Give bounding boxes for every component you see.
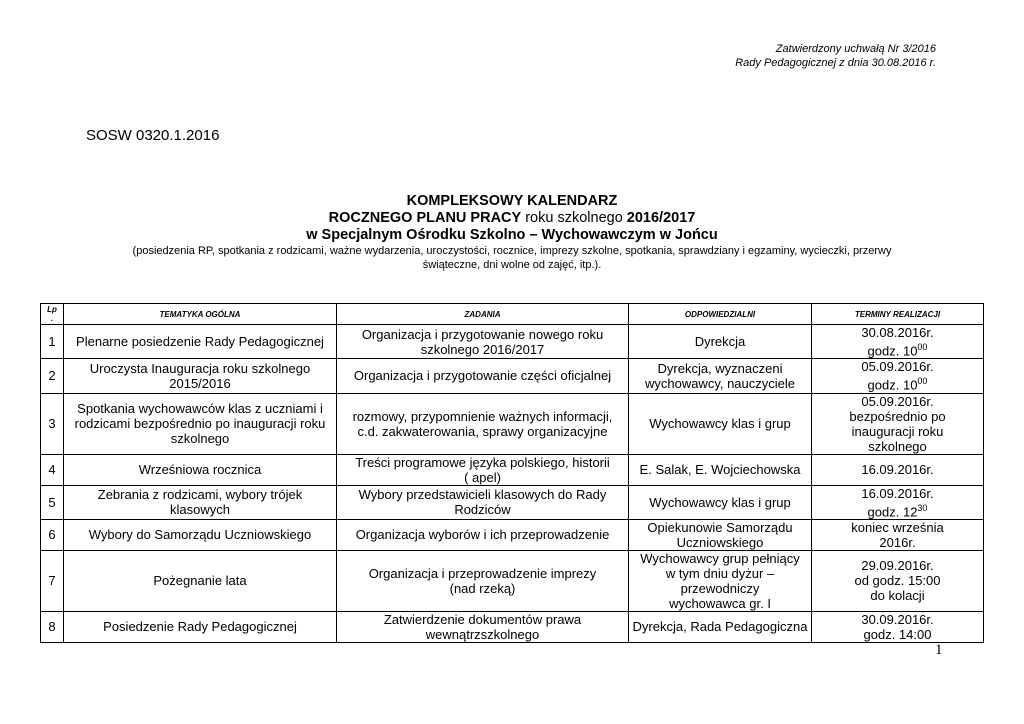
table-row [41,393,984,454]
cell-tasks: Zatwierdzenie dokumentów prawa wewnątrzszkolnego [337,611,629,642]
cell-topic: Wybory do Samorządu Uczniowskiego [64,519,337,550]
cell-lp: 6 [41,519,64,550]
title-line-2 [88,210,936,227]
table-row [41,359,984,393]
page-number: 1 [935,642,943,658]
subtitle [88,244,936,272]
approval-note [735,42,936,70]
table-row [41,519,984,550]
cell-tasks: Organizacja i przygotowanie części oficjalnej [337,359,629,393]
title-plan: ROCZNEGO PLANU PRACY [328,210,522,226]
cell-dates: 29.09.2016r. od godz. 15:00 do kolacji [812,550,984,611]
cell-responsible: Dyrekcja, Rada Pedagogiczna [629,611,812,642]
cell-responsible: E. Salak, E. Wojciechowska [629,454,812,485]
cell-tasks: Organizacja i przygotowanie nowego roku szkolnego 2016/2017 [337,325,629,359]
cell-topic: Plenarne posiedzenie Rady Pedagogicznej [64,325,337,359]
cell-lp: 3 [41,393,64,454]
approval-line-2: Rady Pedagogicznej z dnia 30.08.2016 r. [735,57,936,69]
subtitle-line-2: świąteczne, dni wolne od zajęć, itp.). [422,259,602,271]
title-line-3: w Specjalnym Ośrodku Szkolno – Wychowawczym w Jońcu [306,227,718,243]
cell-lp: 5 [41,485,64,519]
title-block [88,193,936,272]
cell-responsible: Opiekunowie Samorządu Uczniowskiego [629,519,812,550]
title-year: 2016/2017 [626,210,696,226]
cell-tasks: Organizacja i przeprowadzenie imprezy (nad rzeką) [337,550,629,611]
cell-dates: 05.09.2016r. godz. $10^{00}$ [812,359,984,393]
cell-dates: 30.09.2016r. godz. 14:00 [812,611,984,642]
title-year-label: roku szkolnego [521,210,627,226]
cell-lp: 8 [41,611,64,642]
cell-lp: 2 [41,359,64,393]
cell-responsible: Wychowawcy klas i grup [629,393,812,454]
cell-topic: Spotkania wychowawców klas z uczniami i rodzicami bezpośrednio po inauguracji roku szkolnego [64,393,337,454]
cell-dates: 16.09.2016r. godz. $12^{30}$ [812,485,984,519]
header-tasks: ZADANIA [337,304,629,325]
cell-responsible: Wychowawcy grup pełniący w tym dniu dyżur – przewodniczy wychowawca gr. I [629,550,812,611]
cell-tasks: Treści programowe języka polskiego, historii ( apel) [337,454,629,485]
header-responsible: ODPOWIEDZIALNI [629,304,812,325]
table-row [41,550,984,611]
table-row [41,454,984,485]
table-row [41,325,984,359]
cell-topic: Pożegnanie lata [64,550,337,611]
title-line-1: KOMPLEKSOWY KALENDARZ [406,193,618,209]
calendar-table [40,303,984,643]
cell-responsible: Dyrekcja [629,325,812,359]
cell-lp: 1 [41,325,64,359]
header-dates: TERMINY REALIZACJI [812,304,984,325]
subtitle-line-1: (posiedzenia RP, spotkania z rodzicami, ważne wydarzenia, uroczystości, rocznice, imprezy szkolne, spotkania, sprawdziany i egzaminy, wycieczki, przerwy [132,245,892,257]
approval-line-1: Zatwierdzony uchwałą Nr 3/2016 [775,43,936,55]
table-row [41,485,984,519]
cell-tasks: Wybory przedstawicieli klasowych do Rady Rodziców [337,485,629,519]
table-row [41,611,984,642]
cell-tasks: Organizacja wyborów i ich przeprowadzenie [337,519,629,550]
cell-dates: 30.08.2016r. godz. $10^{00}$ [812,325,984,359]
calendar-body [41,325,984,643]
document-code: SOSW 0320.1.2016 [86,127,220,144]
cell-tasks: rozmowy, przypomnienie ważnych informacji, c.d. zakwaterowania, sprawy organizacyjne [337,393,629,454]
cell-topic: Wrześniowa rocznica [64,454,337,485]
cell-topic: Posiedzenie Rady Pedagogicznej [64,611,337,642]
cell-lp: 4 [41,454,64,485]
table-header-row [41,304,984,325]
header-lp: Lp . [41,304,64,325]
cell-dates: 16.09.2016r. [812,454,984,485]
cell-dates: koniec września 2016r. [812,519,984,550]
cell-topic: Zebrania z rodzicami, wybory trójek klasowych [64,485,337,519]
cell-dates: 05.09.2016r. bezpośrednio po inauguracji roku szkolnego [812,393,984,454]
cell-responsible: Dyrekcja, wyznaczeni wychowawcy, nauczyciele [629,359,812,393]
cell-responsible: Wychowawcy klas i grup [629,485,812,519]
cell-lp: 7 [41,550,64,611]
header-topic: TEMATYKA OGÓLNA [64,304,337,325]
cell-topic: Uroczysta Inauguracja roku szkolnego 2015/2016 [64,359,337,393]
